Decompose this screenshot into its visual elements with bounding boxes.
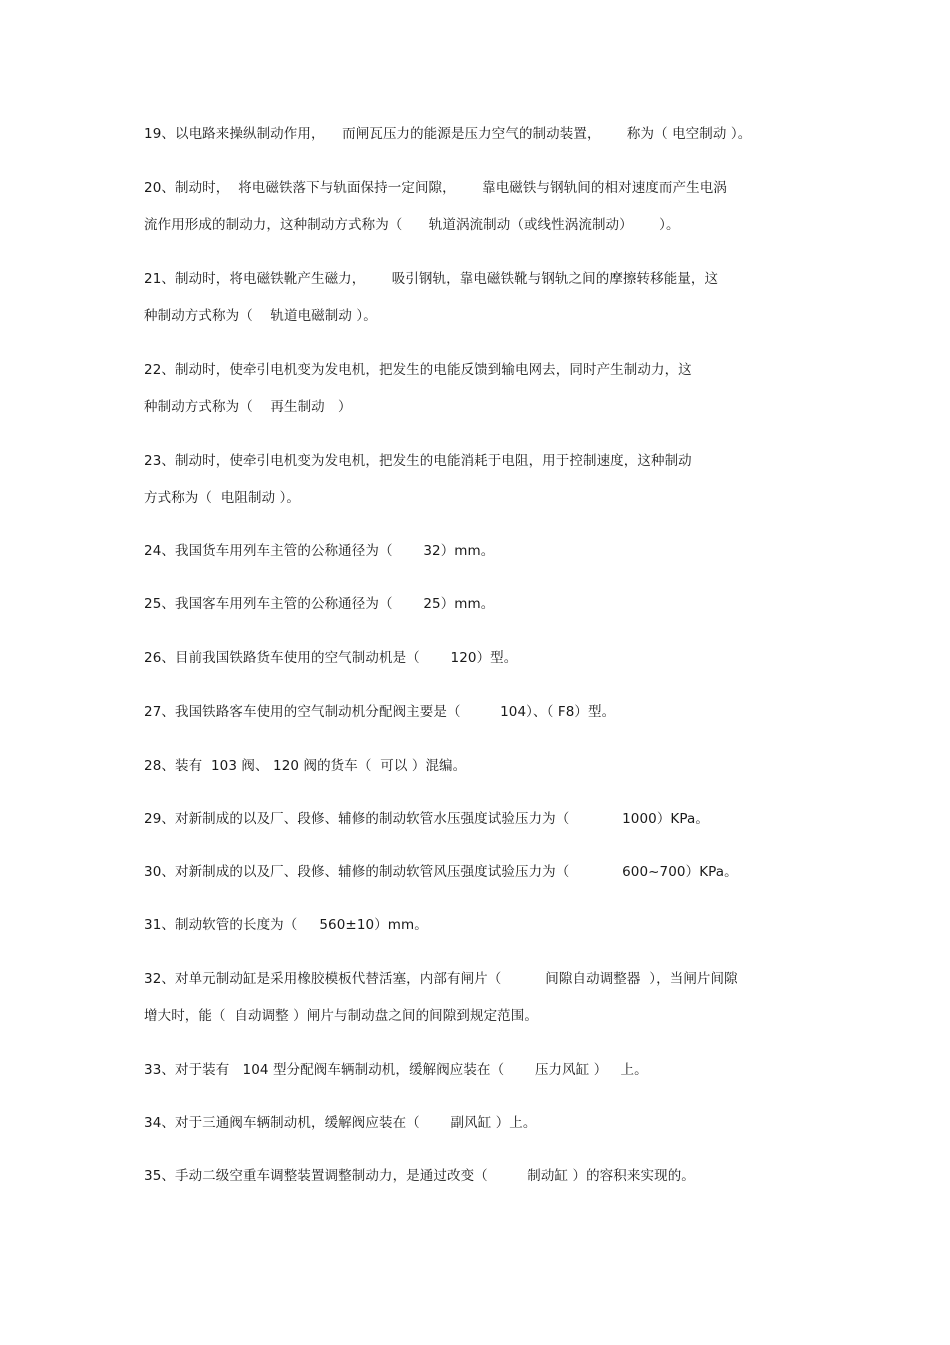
question-23-line-2: 方式称为（ 电阻制动 ）。 [144, 490, 301, 506]
question-22-line-2: 种制动方式称为（ 再生制动 ） [144, 399, 352, 415]
question-24: 24、我国货车用列车主管的公称通径为（ 32）mm。 [144, 543, 495, 559]
question-30: 30、对新制成的以及厂、段修、辅修的制动软管风压强度试验压力为（ 600~700）KPa。 [144, 864, 738, 880]
question-33: 33、对于装有 104 型分配阀车辆制动机，缓解阀应装在（ 压力风缸 ） 上。 [144, 1062, 648, 1078]
question-20-line-1: 20、制动时， 将电磁铁落下与轨面保持一定间隙， 靠电磁铁与钢轨间的相对速度而产生电涡 [144, 180, 727, 196]
question-28: 28、装有 103 阀、 120 阀的货车（ 可以 ）混编。 [144, 758, 467, 774]
question-22-line-1: 22、制动时，使牵引电机变为发电机，把发生的电能反馈到输电网去，同时产生制动力，这 [144, 362, 692, 378]
question-20-line-2: 流作用形成的制动力，这种制动方式称为（ 轨道涡流制动（或线性涡流制动） ）。 [144, 217, 680, 233]
question-31: 31、制动软管的长度为（ 560±10）mm。 [144, 917, 428, 933]
question-26: 26、目前我国铁路货车使用的空气制动机是（ 120）型。 [144, 650, 518, 666]
question-21-line-2: 种制动方式称为（ 轨道电磁制动 ）。 [144, 308, 377, 324]
question-29: 29、对新制成的以及厂、段修、辅修的制动软管水压强度试验压力为（ 1000）KPa。 [144, 811, 709, 827]
question-32-line-2: 增大时，能（ 自动调整 ）闸片与制动盘之间的间隙到规定范围。 [144, 1008, 538, 1024]
question-19: 19、以电路来操纵制动作用， 而闸瓦压力的能源是压力空气的制动装置， 称为（ 电空制动 ）。 [144, 126, 752, 142]
question-27: 27、我国铁路客车使用的空气制动机分配阀主要是（ 104）、（ F8）型。 [144, 704, 616, 720]
question-34: 34、对于三通阀车辆制动机，缓解阀应装在（ 副风缸 ）上。 [144, 1115, 537, 1131]
question-32-line-1: 32、对单元制动缸是采用橡胶模板代替活塞，内部有闸片（ 间隙自动调整器 ），当闸片间隙 [144, 971, 738, 987]
question-25: 25、我国客车用列车主管的公称通径为（ 25）mm。 [144, 596, 495, 612]
question-21-line-1: 21、制动时，将电磁铁靴产生磁力， 吸引钢轨，靠电磁铁靴与钢轨之间的摩擦转移能量，这 [144, 271, 719, 287]
question-35: 35、手动二级空重车调整装置调整制动力，是通过改变（ 制动缸 ）的容积来实现的。 [144, 1168, 695, 1184]
question-23-line-1: 23、制动时，使牵引电机变为发电机，把发生的电能消耗于电阻，用于控制速度，这种制动 [144, 453, 692, 469]
